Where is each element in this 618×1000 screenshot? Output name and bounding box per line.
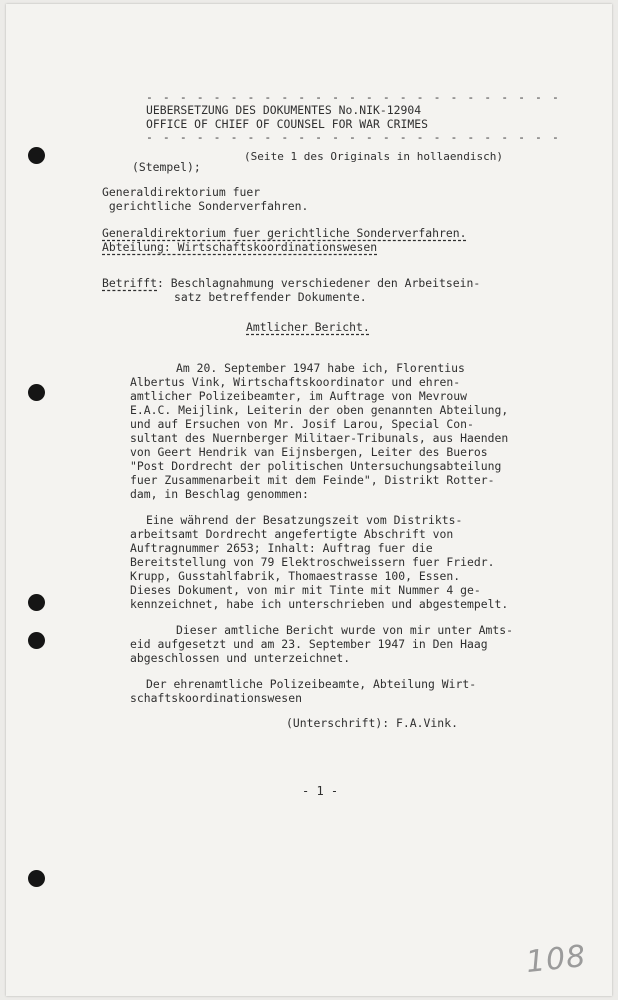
body-line: abgeschlossen und unterzeichnet.: [130, 651, 351, 665]
punch-hole: [28, 384, 45, 401]
department-heading: Abteilung: Wirtschaftskoordinationswesen: [102, 240, 378, 254]
subject-line: [102, 276, 480, 290]
document-title: UEBERSETZUNG DES DOKUMENTES No.NIK-12904: [146, 103, 422, 117]
body-line: Dieser amtliche Bericht wurde von mir unter Amts-: [176, 623, 514, 637]
body-line: kennzeichnet, habe ich unterschrieben und abgestempelt.: [130, 597, 509, 611]
office-title: OFFICE OF CHIEF OF COUNSEL FOR WAR CRIMES: [146, 117, 428, 131]
body-line: "Post Dordrecht der politischen Untersuchungsabteilung: [130, 459, 502, 473]
body-line: eid aufgesetzt und am 23. September 1947 in Den Haag: [130, 637, 488, 651]
body-line: Albertus Vink, Wirtschaftskoordinator und ehren-: [130, 375, 461, 389]
report-title: Amtlicher Bericht.: [246, 320, 370, 334]
punch-hole: [28, 147, 45, 164]
document-page: [6, 4, 612, 996]
subject-label: Betrifft: [102, 276, 158, 290]
header-rule-top: - - - - - - - - - - - - - - - - - - - - - - - - -: [146, 90, 561, 104]
authority-line: Generaldirektorium fuer: [102, 185, 261, 199]
body-line: sultant des Nuernberger Militaer-Tribunals, aus Haenden: [130, 431, 509, 445]
body-line: von Geert Hendrik van Eijnsbergen, Leiter des Bueros: [130, 445, 488, 459]
body-line: Bereitstellung von 79 Elektroschweissern fuer Friedr.: [130, 555, 495, 569]
stamp-note: (Seite 1 des Originals in hollaendisch): [244, 150, 504, 163]
body-line: fuer Zusammenarbeit mit dem Feinde", Distrikt Rotter-: [130, 473, 495, 487]
body-line: Eine während der Besatzungszeit vom Distrikts-: [146, 513, 463, 527]
body-line: amtlicher Polizeibeamter, im Auftrage von Mevrouw: [130, 389, 468, 403]
body-line: Am 20. September 1947 habe ich, Florentius: [176, 361, 465, 375]
header-rule-bottom: - - - - - - - - - - - - - - - - - - - - - - - - -: [146, 130, 561, 144]
body-line: Der ehrenamtliche Polizeibeamte, Abteilung Wirt-: [146, 677, 477, 691]
punch-hole: [28, 594, 45, 611]
body-line: arbeitsamt Dordrecht angefertigte Abschrift von: [130, 527, 454, 541]
body-line: Dieses Dokument, von mir mit Tinte mit Nummer 4 ge-: [130, 583, 481, 597]
punch-hole: [28, 632, 45, 649]
page-number: - 1 -: [302, 784, 339, 798]
subject-text: : Beschlagnahmung verschiedener den Arbeitsein-: [157, 276, 481, 290]
body-line: E.A.C. Meijlink, Leiterin der oben genannten Abteilung,: [130, 403, 509, 417]
body-line: und auf Ersuchen von Mr. Josif Larou, Special Con-: [130, 417, 474, 431]
signature: (Unterschrift): F.A.Vink.: [286, 716, 458, 730]
stamp-label: (Stempel);: [132, 160, 201, 174]
handwritten-folio-number: 108: [524, 938, 588, 981]
body-line: dam, in Beschlag genommen:: [130, 487, 309, 501]
authority-heading: Generaldirektorium fuer gerichtliche Sonderverfahren.: [102, 226, 467, 240]
punch-hole: [28, 870, 45, 887]
body-line: schaftskoordinationswesen: [130, 691, 302, 705]
body-line: Auftragnummer 2653; Inhalt: Auftrag fuer die: [130, 541, 433, 555]
body-line: Krupp, Gusstahlfabrik, Thomaestrasse 100, Essen.: [130, 569, 461, 583]
subject-line: satz betreffender Dokumente.: [174, 290, 367, 304]
authority-line: gerichtliche Sonderverfahren.: [102, 199, 309, 213]
